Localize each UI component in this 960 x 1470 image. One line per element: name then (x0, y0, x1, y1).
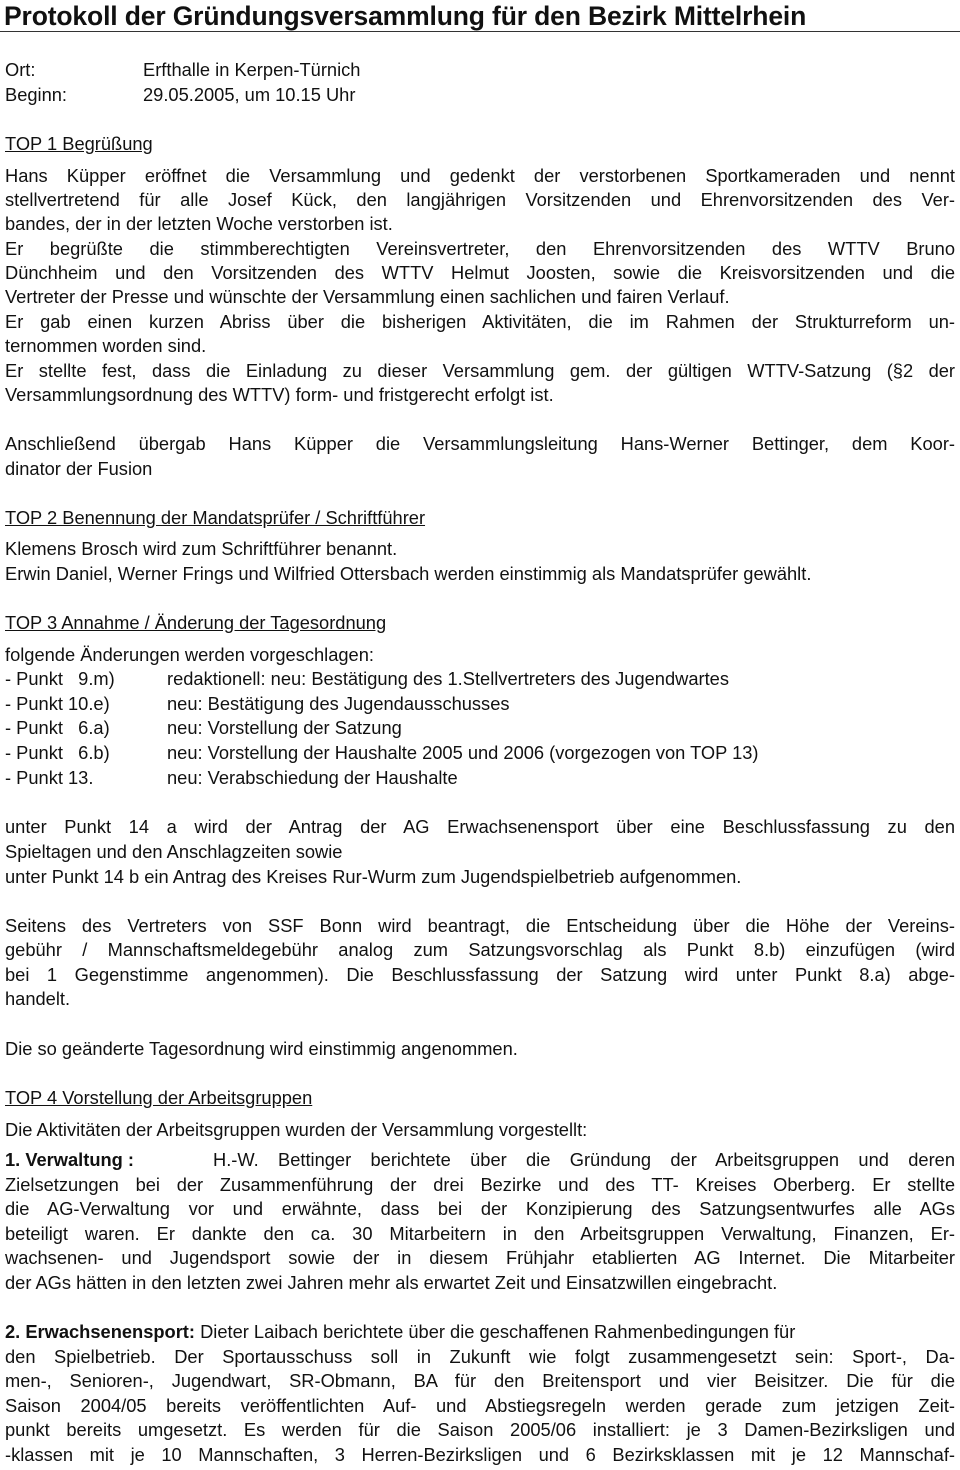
top4-heading: TOP 4 Vorstellung der Arbeitsgruppen (5, 1087, 313, 1108)
paragraph-line: Versammlungsordnung des WTTV) form- und fristgerecht erfolgt ist. (5, 384, 554, 405)
paragraph-line: bei 1 Gegenstimme angenommen). Die Beschlussfassung der Satzung wird unter Punkt 8.a) abge- (5, 964, 955, 985)
paragraph-line: Anschließend übergab Hans Küpper die Versammlungsleitung Hans-Werner Bettinger, dem Koor- (5, 433, 955, 454)
paragraph-line: -klassen mit je 10 Mannschaften, 3 Herren-Bezirksligen und 6 Bezirksklassen mit je 12 Mannschaf- (5, 1444, 955, 1465)
beginn-label: Beginn: (5, 84, 68, 105)
verwaltung-label: 1. Verwaltung : (5, 1149, 135, 1170)
paragraph-line: die AG-Verwaltung vor und erwähnte, dass bei der Konzipierung des Satzungsentwurfes alle AGs (5, 1198, 955, 1219)
change-punkt: - Punkt 13. (5, 767, 94, 788)
change-item (5, 692, 955, 716)
ort-value: Erfthalle in Kerpen-Türnich (143, 59, 361, 80)
paragraph-line: Die so geänderte Tagesordnung wird einstimmig angenommen. (5, 1038, 518, 1059)
paragraph-line: wachsenen- und Jugendsport sowie der in diesem Frühjahr etablierten AG Internet. Die Mitarbeiter (5, 1247, 955, 1268)
change-punkt: - Punkt 6.b) (5, 742, 110, 763)
document-title: Protokoll der Gründungsversammlung für den Bezirk Mittelrhein (4, 1, 807, 31)
verwaltung-first-text: H.-W. Bettinger berichtete über die Gründung der Arbeitsgruppen und deren (213, 1149, 955, 1170)
paragraph-line: Er begrüßte die stimmberechtigten Vereinsvertreter, den Ehrenvorsitzenden des WTTV Bruno (5, 238, 955, 259)
paragraph-line: unter Punkt 14 a wird der Antrag der AG Erwachsenensport über eine Beschlussfassung zu den (5, 816, 955, 837)
change-text: neu: Vorstellung der Haushalte 2005 und 2006 (vorgezogen von TOP 13) (167, 742, 759, 763)
paragraph-line: Er gab einen kurzen Abriss über die bisherigen Aktivitäten, die im Rahmen der Strukturreform un- (5, 311, 955, 332)
top3-heading: TOP 3 Annahme / Änderung der Tagesordnung (5, 612, 387, 633)
change-item (5, 741, 955, 765)
change-item (5, 667, 955, 691)
change-text: neu: Vorstellung der Satzung (167, 717, 402, 738)
verwaltung-first-line (5, 1148, 955, 1172)
top4-intro: Die Aktivitäten der Arbeitsgruppen wurden der Versammlung vorgestellt: (5, 1119, 588, 1140)
top1-heading: TOP 1 Begrüßung (5, 133, 153, 154)
meta-beginn (5, 83, 955, 107)
paragraph-line: handelt. (5, 988, 71, 1009)
paragraph-line: dinator der Fusion (5, 458, 153, 479)
paragraph-line: Zielsetzungen bei der Zusammenführung der drei Bezirke und des TT- Kreises Oberberg. Er stellte (5, 1174, 955, 1195)
paragraph-line: Spieltagen und den Anschlagzeiten sowie (5, 841, 343, 862)
paragraph-line: Er stellte fest, dass die Einladung zu dieser Versammlung gem. der gültigen WTTV-Satzung (§2 der (5, 360, 955, 381)
change-punkt: - Punkt 6.a) (5, 717, 110, 738)
change-text: neu: Bestätigung des Jugendausschusses (167, 693, 510, 714)
change-item (5, 716, 955, 740)
ort-label: Ort: (5, 59, 36, 80)
change-item (5, 766, 955, 790)
paragraph-line: Vertreter der Presse und wünschte der Versammlung einen sachlichen und fairen Verlauf. (5, 286, 730, 307)
beginn-value: 29.05.2005, um 10.15 Uhr (143, 84, 356, 105)
paragraph-line: bandes, der in der letzten Woche verstorben ist. (5, 213, 393, 234)
paragraph-line: unter Punkt 14 b ein Antrag des Kreises Rur-Wurm zum Jugendspielbetrieb aufgenommen. (5, 866, 742, 887)
paragraph-line: Klemens Brosch wird zum Schriftführer benannt. (5, 538, 398, 559)
paragraph-line: ternommen worden sind. (5, 335, 207, 356)
change-text: neu: Verabschiedung der Haushalte (167, 767, 458, 788)
paragraph-line: Dünchheim und den Vorsitzenden des WTTV Helmut Joosten, sowie die Kreisvorsitzenden und die (5, 262, 955, 283)
erwachsenensport-first-text: Dieter Laibach berichtete über die geschaffenen Rahmenbedingungen für (194, 1321, 796, 1342)
paragraph-line: den Spielbetrieb. Der Sportausschuss soll in Zukunft wie folgt zusammengesetzt sein: Sport-, Da- (5, 1346, 955, 1367)
paragraph-line: men-, Senioren-, Jugendwart, SR-Obmann, BA für den Breitensport und vier Beisitzer. Die für die (5, 1370, 955, 1391)
paragraph-line: Saison 2004/05 bereits veröffentlichten Auf- und Abstiegsregeln werden gerade zum jetzigen Zeit- (5, 1395, 955, 1416)
paragraph-line: der AGs hätten in den letzten zwei Jahren mehr als erwartet Zeit und Einsatzwillen eingebracht. (5, 1272, 778, 1293)
change-text: redaktionell: neu: Bestätigung des 1.Stellvertreters des Jugendwartes (167, 668, 729, 689)
paragraph-line: Erwin Daniel, Werner Frings und Wilfried Ottersbach werden einstimmig als Mandatsprüfer gewählt. (5, 563, 812, 584)
top3-intro: folgende Änderungen werden vorgeschlagen: (5, 644, 374, 665)
erwachsenensport-label: 2. Erwachsenensport: (5, 1321, 195, 1342)
paragraph-line: Seitens des Vertreters von SSF Bonn wird beantragt, die Entscheidung über die Höhe der Vereins- (5, 915, 955, 936)
change-punkt: - Punkt 9.m) (5, 668, 115, 689)
top2-heading: TOP 2 Benennung der Mandatsprüfer / Schriftführer (5, 507, 426, 528)
paragraph-line: gebühr / Mannschaftsmeldegebühr analog zum Satzungsvorschlag als Punkt 8.b) einzufügen (wird (5, 939, 955, 960)
change-punkt: - Punkt 10.e) (5, 693, 110, 714)
paragraph-line: beteiligt waren. Er dankte den ca. 30 Mitarbeitern in den Arbeitsgruppen Verwaltung, Finanzen, Er- (5, 1223, 955, 1244)
paragraph-line: punkt bereits umgesetzt. Es werden für die Saison 2005/06 installiert: je 3 Damen-Bezirksligen und (5, 1419, 955, 1440)
erwachsenensport-first-line (5, 1320, 955, 1344)
meta-ort (5, 58, 955, 82)
title-divider (0, 31, 960, 32)
paragraph-line: stellvertretend für alle Josef Kück, den langjährigen Vorsitzenden und Ehrenvorsitzenden des Ver- (5, 189, 955, 210)
paragraph-line: Hans Küpper eröffnet die Versammlung und gedenkt der verstorbenen Sportkameraden und nennt (5, 165, 955, 186)
